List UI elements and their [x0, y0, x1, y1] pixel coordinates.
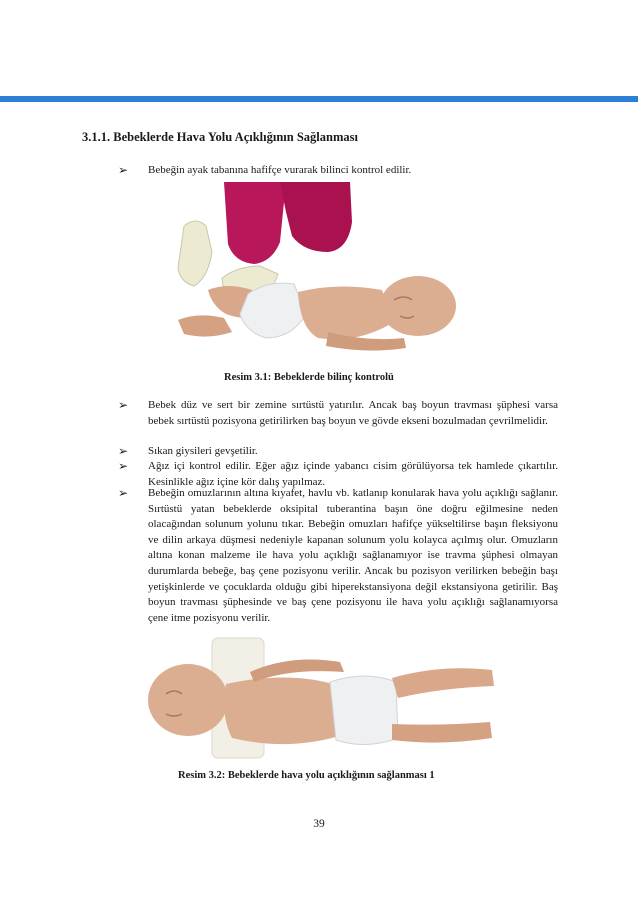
section-heading: 3.1.1. Bebeklerde Hava Yolu Açıklığının Sağlanması — [82, 130, 358, 144]
infant-airway-positioning-illustration — [140, 634, 506, 762]
list-item-text: Bebek düz ve sert bir zemine sırtüstü yatırılır. Ancak baş boyun travması şüphesi varsa bebek sırtüstü pozisyona getirilirken baş boyun ve gövde ekseni bozulmadan çevrilmelidir. — [148, 399, 558, 427]
figure-1-caption: Resim 3.1: Bebeklerde bilinç kontrolü — [224, 372, 394, 383]
list-item — [118, 163, 558, 179]
page-number: 39 — [313, 818, 325, 830]
arrow-bullet-icon: ➢ — [118, 163, 129, 177]
infant-consciousness-check-illustration — [168, 182, 462, 364]
list-item-text: Sıkan giysileri gevşetilir. — [148, 445, 258, 457]
header-rule — [0, 96, 638, 102]
figure-2-photo — [140, 634, 506, 762]
figure-2-caption: Resim 3.2: Bebeklerde hava yolu açıklığının sağlanması 1 — [178, 770, 435, 781]
list-item-text: Ağız içi kontrol edilir. Eğer ağız içinde yabancı cisim görülüyorsa tek hamlede çıkartılır. Kesinlikle ağız içine kör dalış yapılmaz. — [148, 460, 558, 488]
list-item — [118, 486, 558, 626]
list-item-text: Bebeğin omuzlarının altına kıyafet, havlu vb. katlanıp konularak hava yolu açıklığı sağlanır. Sırtüstü yatan bebeklerde oksipital tuberantina başın öne doğru eğilmesine neden olacağından solunum yolunu tıkar. Bebeğin omuzları hafifçe yükseltilirse başın fleksiyonu ve dilin arkaya düşmesi nedeniyle kapanan solunum yolu kolayca açılmış olur. Omuzların altına konan malzeme ile hava yolu açıklığı sağlanamıyor ise travma şüphesi olmayan durumlarda bebeğe, baş çene pozisyonu verilir. Ancak bu pozisyon verilirken bebeğin başı yetişkinlerde ve çocuklarda olduğu gibi hiperekstansiyona değil ekstansiyona getirilir. Baş boyun travması şüphesinde ve baş çene pozisyonu ile hava yolu açıklığı sağlanamıyorsa çene itme pozisyonu verilir. — [148, 487, 558, 624]
list-item — [118, 444, 558, 460]
arrow-bullet-icon: ➢ — [118, 444, 129, 458]
list-item-text: Bebeğin ayak tabanına hafifçe vurarak bilinci kontrol edilir. — [148, 164, 412, 176]
figure-1-photo — [168, 182, 462, 364]
arrow-bullet-icon: ➢ — [118, 398, 129, 412]
arrow-bullet-icon: ➢ — [118, 486, 129, 500]
list-item — [118, 398, 558, 429]
arrow-bullet-icon: ➢ — [118, 459, 129, 473]
